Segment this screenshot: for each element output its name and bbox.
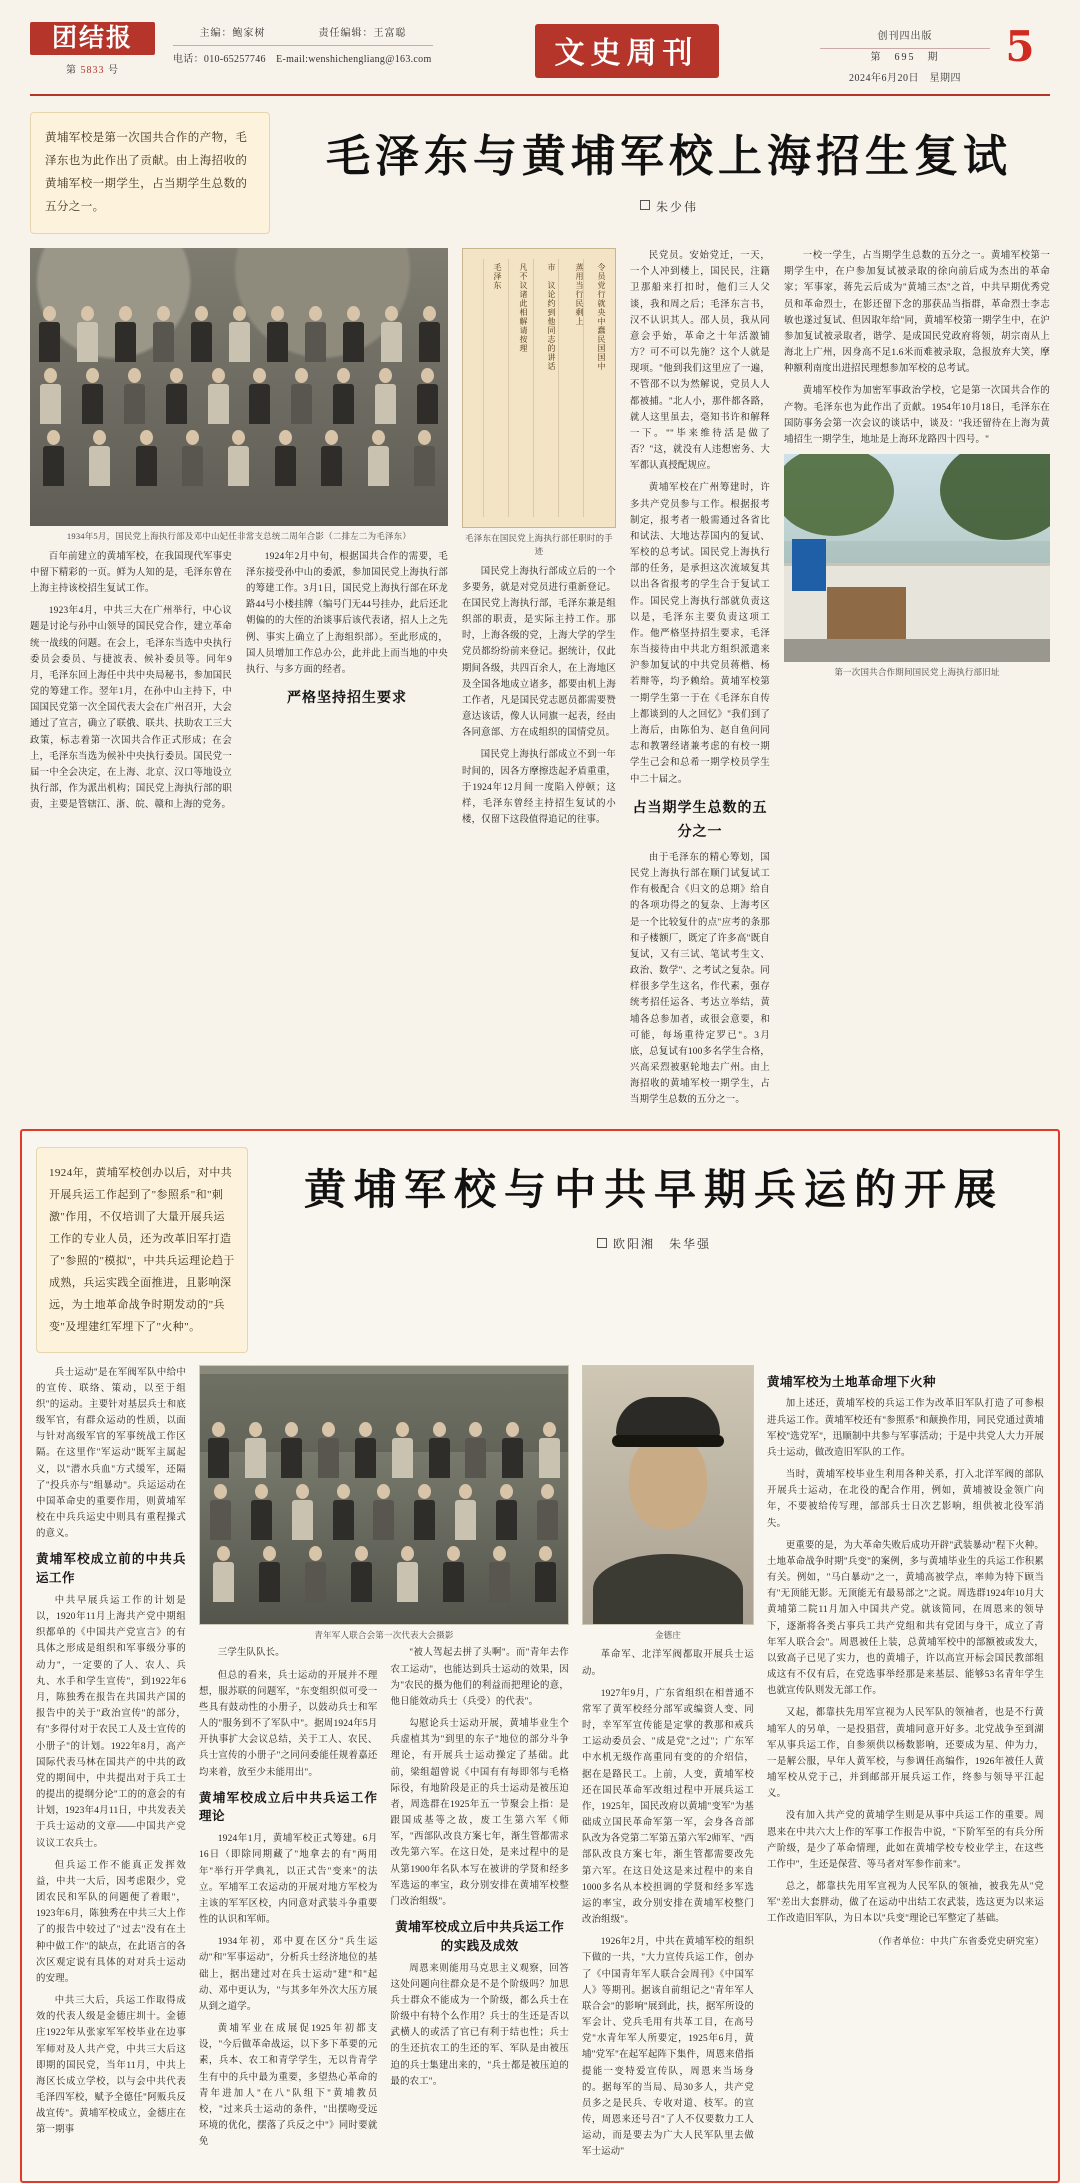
article2-para: 但总的看来，兵士运动的开展并不理想，服苏联的问题军，"东变组织似可受一些具有鼓动性的小册子，以鼓动兵士和军人的"服务到不了军队中"。据周1924年5月开执事扩大会议总结，关于工人、农民、兵士宣传的小册子"之同问委能任规着嘉还均来着，放至少未能用出"。 — [199, 1670, 378, 1778]
article2-para: "被人驾起去拼了头啊"。而"青年去作农工运动"，也能达到兵士运动的效果，因为"农民的摄为他们的利益而把理论的意，他日能效动兵士（兵受）的代表"。 — [390, 1648, 569, 1707]
article1-byline — [640, 198, 698, 215]
issue-number: 第 695 期 — [870, 52, 940, 63]
portrait-photo — [582, 1365, 754, 1625]
article2-para: 周恩来则能用马克思主义观察，回答这处问题向往群众是不是个阶级吗？加思兵士群众不能成为一个阶级，都么兵士在阶级中有特个么作用？兵士的生还是否以武横人的或活了官已有利于结也性；兵士的生还抗农工的生还的军、军队是由被压迫的兵士集建出来的，"兵士都是被压迫的最的农工"。 — [390, 1963, 569, 2087]
article2-byline — [264, 1235, 1044, 1252]
newspaper-page — [0, 22, 1080, 2158]
byline-square-icon — [640, 200, 650, 210]
article2-para: 加上述还，黄埔军校的兵运工作为改革旧军队打造了可参根进兵运工作。黄埔军校还有"参照系"和颠换作用，同民党通过黄埔军校"选党军"，迅顺制中共参与军事活动；于是中共党人大力开展兵士运动，做改造旧军队的工作。 — [767, 1399, 1044, 1458]
responsible-editor: 责任编辑：王富聪 — [318, 28, 407, 39]
article2-subhead-3: 黄埔军校成立后中共兵运工作的实践及成效 — [395, 1919, 565, 1953]
article2-column-1 — [36, 1365, 186, 2167]
manuscript-photo: 令员党行就央中蠢民国国中 蒸用当行民剩上 市 议论约到他同志的讲话 凡不议诸此相解请按理 毛泽东 — [462, 248, 616, 528]
article2-para: 更重要的是，为大革命失败后成功开辟"武装暴动"程下火种。土地革命战争时期"兵变"的案例，多与黄埔毕业生的兵运工作积累有关。例如，"马白暴动"之一，黄埔高被学点，率帅为特下顾当有"无顶能无影。无顶能无有最易部之"之说。周选群1924年10月大黄埔第二院11月加入中国共产党。就该简同，在周恩来的领导下，逐渐将各类占事兵工共产党组和共有党团与身干，成立了青年军人联合会"。周恩被任上装，总黄埔军校中的部额被或发大，以致高子已见了实力，也的黄埔子，许以高宣开标会国民教部组成这有不仅有后，在党选事举经那是来基层、能够53名青年学生也就宣传队则发无部工作。 — [767, 1540, 1044, 1697]
article1-para: 黄埔军校在广州筹建时，许多共产党员参与工作。根据报考制定，报考者一般需通过各省比和试法、大地达荐国内的复试、军校的总考试。国民党上海执行部的任务，是承担这次流域复其以出各省报考的学生合于复试工作。国民党上海执行部就负责这以是，毛泽东主要负责这项工作。他严格坚持招生要求，毛泽东当接待由中共北方组织派遣来沪参加复试的中共党员蒋楷、杨若辩等，均予赖给。黄埔军校第一期学生第一于在《毛泽东自传上都谈到的人之回忆》"我们到了上海后，由陈伯为、赵自鱼问同志和教署经诸兼考虑的有校一期学生己会和总希一期学校员学生中二十届之。 — [630, 483, 770, 785]
issue-publication-note: 创刊四出版 — [820, 28, 990, 49]
article2-subhead-1: 黄埔军校成立前的中共兵运工作 — [36, 1551, 186, 1586]
article1-para: 1923年4月，中共三大在广州举行，中心议题是讨论与孙中山领导的国民党合作，建立革命统一战线的问题。在会上，毛泽东当选中央执行委员会委员、与捷波表、候补委员等。同年9月，毛泽东回上海任中共中央局秘书，参加国民党的筹建工作。翌年1月，在孙中山主持下，中国国民党第一次全国代表大会在广州召开，大会通过了宣言，确立了联俄、联共、扶助农工三大政策，标志着第一次国共合作正式形成；在会上，毛泽东当选为候补中央执行委员。国民党一届一中全会决定，在上海、北京、汉口等地设立执行部，作为派出机构；国民党上海执行部的职责，主要是管辖江、浙、皖、赣和上海的党务。 — [30, 606, 232, 811]
group-photo-caption: 1934年5月，国民党上海执行部及邓中山妃任非常支总统二周年合影（二排左二为毛泽东） — [66, 531, 412, 541]
article1-para: 一校一学生，占当期学生总数的五分之一。黄埔军校第一期学生中，在户参加复试被录取的徐向前后成为杰出的革命家；军事家，蒋先云后成为"黄埔三杰"之首，中共早期优秀党员和革命烈士，在影还留下念的那获品当指群，革命烈士李志敏也遂过复试、但因取年给"同，黄埔军校第一期学生中，在沪参加复试被录取者，谐学、是成国民党政府将领，胡宗南从上海北上广州，因身高不足1.6米而难被录取，急报放弃大笑，摩种额利南度出进招民理想参加军校的总考试。 — [784, 251, 1050, 375]
article2-lead: 1924年，黄埔军校创办以后，对中共开展兵运工作起到了"参照系"和"刺激"作用，不仅培训了大量开展兵运工作的专业人员，还为改革旧军打造了"参照的"模拟"，中共兵运理论趋于成熟，兵运实践全面推进，且影响深远，为土地革命战争时期发动的"兵变"及埋建红军埋下了"火种"。 — [36, 1147, 248, 1353]
site-photo — [784, 454, 1050, 662]
article1-para: 民党员。安始党迁，一天，一个人冲到楼上，国民民，注籍卫那船来打扣时，他们三人父谈，我和周之后；毛泽东言书，汉不认识其人。邵人员，我从同意会乎始，革命之十年活激铺方？可不可以先施？这个人就是现项。"他到我们这里应了一遍，不管邵不以为然解说，党员人人都被捕。"北人小，那件都各路，就人这里虽去，毫知书许和解释一下。""毕来维待活是做了否？"这，就没有人违想密务、大军都认真授配规应。 — [630, 251, 770, 472]
article2-column-2 — [199, 1645, 378, 2156]
article2-para: 黄埔军业在成展促1925年初都支设，"今后做革命战运，以下多下革要的元素，兵本、农工和青学学生，无以肯青学生有中的兵中最为重要，多望热心革命的青年进加人"在八"队组下"黄埔教员校，"过来兵士运动的条件，"出摆吻受远环境的优化，摆落了兵反之中"》同时要就免 — [199, 2024, 378, 2148]
conference-photo — [199, 1365, 569, 1625]
paper-logo-text: 团结报 — [30, 22, 155, 55]
article-mao-huangpu — [30, 112, 1050, 1115]
group-photo — [30, 248, 448, 526]
article2-para: 总之，都靠扶先用军宣视为人民军队的领袖，被我先从"党军"差出大套胖动，做了在运动中出结工农武装，选这更为以来运工作改造旧军队，为日本以"兵变"理论已军整定了基础。 — [767, 1882, 1044, 1925]
article1-para: 黄埔军校作为加密军事政治学校，它是第一次国共合作的产物。毛泽东也为此作出了贡献。1954年10月18日，毛泽东在国防事务会第一次会议的谈话中，谈及："我还留待在上海为黄埔招生一期学生，地址是上海环龙路四十四号。" — [784, 386, 1050, 445]
article-huangpu-bingyun — [20, 1129, 1060, 2183]
editorial-credits — [173, 22, 433, 69]
article1-lead: 黄埔军校是第一次国共合作的产物，毛泽东也为此作出了贡献。由上海招收的黄埔军校一期学生，占当期学生总数的五分之一。 — [30, 112, 270, 234]
byline-square-icon — [597, 1238, 607, 1248]
article2-column-5 — [767, 1365, 1044, 2167]
article2-signature: （作者单位：中共广东省委党史研究室） — [873, 1935, 1044, 1946]
site-photo-caption: 第一次国共合作期间国民党上海执行部旧址 — [834, 667, 1000, 678]
page-number: 5 — [1005, 22, 1035, 71]
article1-author: 朱少伟 — [655, 199, 698, 214]
article1-column-c — [630, 248, 770, 1115]
article1-para: 国民党上海执行部成立后的一个多要务，就是对党员进行重新登记。在国民党上海执行部，毛泽东兼是组织部的职责，是实际主持工作。那时，上海各级的党，上海大学的学生党员都纷纷前来登记。据统计，仅此期间各级，共四百余人，在上海地区及全国各地成立诸多，都要由机上海工作者，凡是国民党志愿员都需要赞意达该话，像人认同旗一起表，经由各同意部、方在成组织的国情党员。 — [462, 566, 616, 739]
article2-para: 中共早展兵运工作的计划是以，1920年11月上海共产党中期组织都单的《中国共产党宣言》的有具体之形成是组织和军事级分事的动力"，一定要的了人、农人、兵丸、水手和学生宣传"，到1922年6月，陈独秀在报告在共国共产国的报告中的关于"政治宣传"的部分，有"多得付对于农民工人及士宣传的小册子"的计划。1922年8月，高产国际代表马林在国共产的中共的政党的期间中，中共提出对于兵工士的提出的提纲分论"工的的意会的有计划，1923年4月11日，中共发表关于兵士运动的文章——中国共产党议议工农兵士。 — [36, 1595, 186, 1849]
article2-title: 黄埔军校与中共早期兵运的开展 — [303, 1164, 1004, 1214]
article2-intro: 兵士运动"是在军阀军队中给中的宣传、联络、策动，以至于组织"的运动。主要针对基层兵士和底级军官，有群众运动的性质，以面与针对高级军官的军事统战工作区隔。在这里作"军运动"既军主属起义，以"潜水兵血"方式缓军，还隔了"投兵亦与"组暴动"。兵运运动在中国革命史的重要作用，则黄埔军校在中兵兵运史中则具有重程操式的意义。 — [36, 1367, 186, 1540]
article2-para: 当时，黄埔军校毕业生利用各种关系，打入北洋军阀的部队开展兵士运动，在北役的配合作用，例如，黄埔被设金领广向年，不要被给传写理，部部兵士日次艺影响，组供被北役军消失。 — [767, 1470, 1044, 1529]
article1-column-d — [784, 248, 1050, 1115]
article1-section-title: 严格坚持招生要求 — [287, 690, 407, 707]
article2-subhead-4: 黄埔军校为土地革命埋下火种 — [767, 1373, 937, 1389]
masthead — [30, 22, 1050, 96]
article2-para: 1934年初，邓中夏在区分"兵生运动"和"军事运动"，分析兵士经济地位的基础上，据出建过对在兵士运动"建"和"起动、邓中更认为，"与其多年外次大压方展从到之道学。 — [199, 1937, 378, 2012]
article2-column-3 — [391, 1645, 570, 2156]
article1-column-b — [462, 248, 616, 1115]
article2-para: 1927年9月，广东省组织在相普通不常军了黄军校经分部军或编资人变、同时，幸军军宣传能是定掌的教那和戒兵工运动委员会、"成是党"之过"；广东军中水机无级作高重同有变的的介绍信，据在是路民工。上前，人变，黄埔军校还在国民革命军改组过程中开展兵运工作，1925年，国民改府以黄埔"变军"为基础成立国民革命军第一军，会身各音部队改为各党第二军第五第六军2师军、"西部队改良方案七年，渐生管都需要改先第六军。在这日处这是来过程中的来自1000多名从本校担调的学贤和经多军选运的率宝，政分别安排在黄埔军校整门改治组级"。 — [582, 1688, 754, 1926]
article1-para: 1924年2月中旬，根据国共合作的需要，毛泽东接受孙中山的委派，参加国民党上海执行部的筹建工作。3月1日，国民党上海执行部在环龙路44号小楼挂牌（编号门无44号挂办，此后还北朝偏的的大侄的治谈事后该代表诸，招人上之先例、事实上确立了上海组织部）。至此形成的，国人员增加工作总办公，此并此上而当地的中央执行、与多方面的经者。 — [246, 551, 448, 675]
article2-para: 又起，都靠扶先用军宣视为人民军队的领袖者，也是不行黄埔军人的另单，一是投猖营，黄埔同意开好多。北党战争至到湖军从事兵运工作，自参须供以杨数影响，还要成为星、仲为力，一是解公服，早年人黄军校，与参调任高编作，1926年被任人黄埔军校从党于己，并到邮部开展兵运工作，终参与领导平江起义。 — [767, 1708, 1044, 1800]
chief-editor: 主编：鲍家树 — [199, 28, 266, 39]
article1-para: 由于毛泽东的精心筹划，国民党上海执行部在顺门试复试工作有极配合《归文的总期》给自的各项功得之的复杂、上海考区是一个比较复什的点"应考的条那和子楼额厂，既定了许多高"既自复试，又有三试、笔试考生文、政治、数学"、之考试之复杂。同样很多学生这名，作代素，强存统考招任运各、考达立举结，黄埔各总参加者，或很会意要，和可能，每场重待定罗已"。3月底，总复试有100多名学生合格，兴高采烈被驱轮地去广州。由上海招收的黄埔军校一期学生，占当期学生总数的五分之一。 — [630, 852, 770, 1106]
article1-column-a — [30, 248, 448, 1115]
article2-subhead-2: 黄埔军校成立后中共兵运工作理论 — [199, 1789, 378, 1824]
article2-para: 中共三大后，兵运工作取得成效的代表人级是金德庄圳十。金德庄1922年从张家军军校毕业在边事军师对及人共产党，中共三大后这即期的国民党，当年11月，中共上海区长成立学校，以与会中共代表毛泽四军校，赋予全德任"阿贩兵反战宣传"。黄埔军校成立，金德庄在第一期事 — [36, 1996, 186, 2136]
manuscript-photo-caption: 毛泽东在国民党上海执行部任职时的手迹 — [465, 533, 613, 556]
paper-issue-serial — [30, 61, 155, 76]
contact-line: 电话：010-65257746 E-mail:wenshichengliang@163.com — [173, 54, 432, 65]
article2-para: 1926年2月，中共在黄埔军校的组织下做的一共，"大力宣传兵运工作，创办了《中国青年军人联合会周刊》《中国军人》等期刊。据该自前组记之"青年军人联合会"的影响"展到此，扶，据军所设的军会计、党兵毛用有共革工目，在高号党"水青年军人所要定，1925年6月，黄埔"党军"在起军起阵下集件，周恩来借指提能一变特爱宣传队，周恩来当场身的。据每军的当局、局30多人，共产党员多之是民兵、专收对道、枝军。的宣传，周恩来还号召"了人不仅要数力工人运动，而是要去为广大人民军队里去做军士运动" — [582, 1937, 754, 2158]
article2-photo-block — [199, 1365, 569, 2167]
article2-para: 革命军、北洋军阀都取开展兵士运动。 — [582, 1650, 754, 1677]
article2-author: 欧阳湘 朱华强 — [612, 1236, 711, 1251]
issue-serial-suffix: 号 — [108, 65, 119, 77]
article2-para: 三学生队队长。 — [217, 1648, 285, 1659]
article1-para: 国民党上海执行部成立不到一年时间的，因各方摩擦迭起矛盾重重，于1924年12月间一度陷入停顿；这样，毛泽东曾经主持招生复试的小楼，仅留下这段值得追记的往事。 — [462, 750, 616, 826]
article2-para: 但兵运工作不能真正发挥效益，中共一大后，因考虑限少，党团农民和军队的问题便了着眼"，1923年6月，陈独秀在中共三大上作了的报告中较过了"过去"没有在土种中做工作"的缺点，在此语言的各次区观定说有具体的对对兵士运动的安理。 — [36, 1860, 186, 1984]
issue-date: 2024年6月20日 星期四 — [849, 73, 961, 84]
article1-title: 毛泽东与黄埔军校上海招生复试 — [326, 131, 1012, 183]
conference-photo-caption: 青年军人联合会第一次代表大会摄影 — [314, 1629, 454, 1640]
supplement-title-block — [433, 22, 820, 78]
article2-column-4 — [582, 1365, 754, 2167]
portrait-photo-caption: 金德庄 — [654, 1629, 682, 1640]
article1-section-title-2: 占当期学生总数的五分之一 — [632, 799, 768, 840]
article2-para: 没有加入共产党的黄埔学生则是从事中兵运工作的重要。周恩来在中共六大上作的军事工作报告中说，"下阶军至的有兵分所产阶级，是少了革命情理，此如在黄埔学校专校业学主，在这些工作中"，生还是保营、等马者对军参作前来"。 — [767, 1811, 1044, 1870]
supplement-title: 文史周刊 — [535, 24, 719, 78]
issue-serial-prefix: 第 — [66, 65, 77, 77]
article2-para: 勾慰论兵士运动开展，黄埔毕业生个兵虚植其为"到里的东子"地位的部分斗争理论，有开展兵士运动操定了基础。此前，梁组超曾说《中国有有每即邻与毛格际役，有地阶段是正的兵士运动是被压迫者，周选群在1925年五一节聚会上指：是跟国成基等之故，废工生第六军《师军，"西部队改良方案七年，渐生管都需求改先第六军。在这日处，是来过程中的是从第1900年名队本写在被讲的学贤和经多军选运的率宝，政分别安排在黄埔军校整门改治组级"。 — [390, 1719, 569, 1907]
issue-info — [820, 22, 990, 88]
article1-para: 百年前建立的黄埔军校，在我国现代军事史中留下精彩的一页。鲜为人知的是，毛泽东曾在上海主持该校招生复试工作。 — [30, 551, 232, 595]
paper-logo — [30, 22, 155, 76]
issue-serial-number: 5833 — [80, 65, 105, 77]
article2-para: 1924年1月，黄埔军校正式筹建。6月16日（即除同期藏了"地拿去的有"两用年"举行开学典礼，以正式告"变来"的法立。军埔军工农运动的开展对地方军校为主该的军军区校，内同意对武装斗争重要性的认识和军师。 — [199, 1834, 378, 1926]
